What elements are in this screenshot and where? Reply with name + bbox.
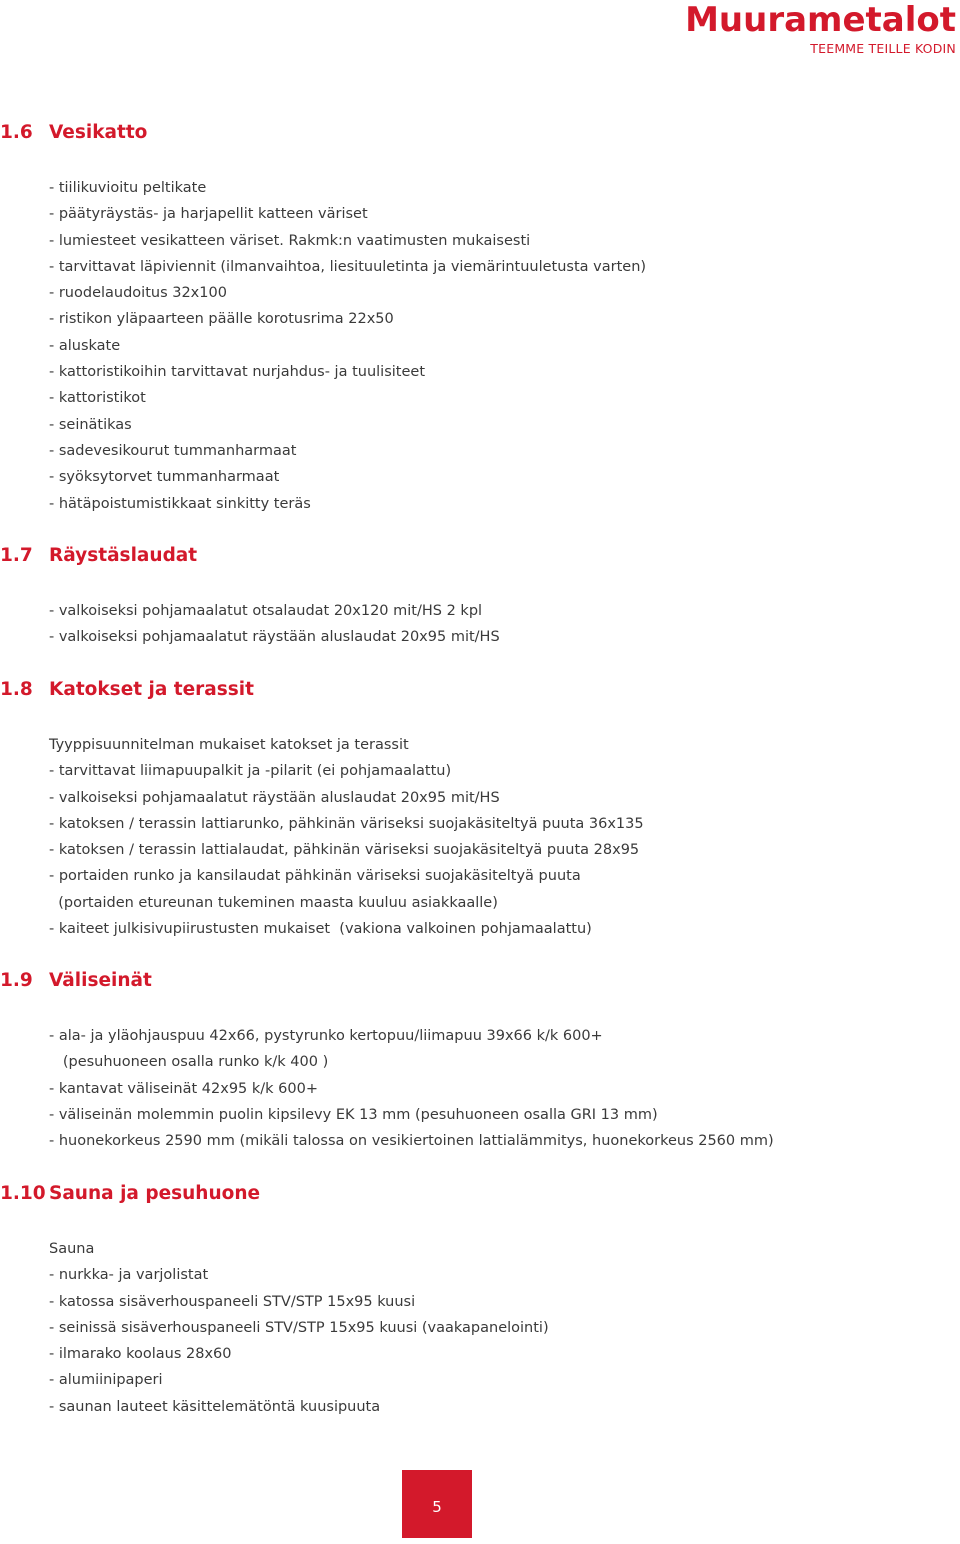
list-item: - päätyräystäs- ja harjapellit katteen väriset <box>49 206 368 223</box>
list-item: - katoksen / terassin lattiarunko, pähkinän väriseksi suojakäsiteltyä puuta 36x135 <box>49 815 644 832</box>
list-item: (pesuhuoneen osalla runko k/k 400 ) <box>49 1054 329 1071</box>
list-item: Tyyppisuunnitelman mukaiset katokset ja terassit <box>49 737 409 753</box>
list-item: - katossa sisäverhouspaneeli STV/STP 15x95 kuusi <box>49 1293 416 1310</box>
section-number: 1.9 <box>0 970 33 991</box>
list-item: - valkoiseksi pohjamaalatut otsalaudat 20x120 mit/HS 2 kpl <box>49 603 483 619</box>
list-item: - katoksen / terassin lattialaudat, pähkinän väriseksi suojakäsiteltyä puuta 28x95 <box>49 842 640 859</box>
brand-tagline: TEEMME TEILLE KODIN <box>810 41 956 56</box>
list-item: - lumiesteet vesikatteen väriset. Rakmk:n vaatimusten mukaisesti <box>49 232 531 249</box>
list-item: - kantavat väliseinät 42x95 k/k 600+ <box>49 1080 318 1097</box>
section-number: 1.7 <box>0 545 33 566</box>
list-item: - huonekorkeus 2590 mm (mikäli talossa on vesikiertoinen lattialämmitys, huonekorkeus 2560 mm) <box>49 1133 774 1150</box>
section-lines <box>49 598 500 651</box>
list-item: - syöksytorvet tummanharmaat <box>49 469 280 486</box>
list-item: - ristikon yläpaarteen päälle korotusrima 22x50 <box>49 311 394 328</box>
section-lines <box>49 175 646 517</box>
section-number: 1.10 <box>0 1183 46 1204</box>
section-title: Räystäslaudat <box>49 545 198 566</box>
list-item: - seinätikas <box>49 416 132 433</box>
list-item: - nurkka- ja varjolistat <box>49 1267 209 1284</box>
list-item: - ilmarako koolaus 28x60 <box>49 1346 232 1363</box>
list-item: - kattoristikot <box>49 390 146 407</box>
list-item: - ruodelaudoitus 32x100 <box>49 285 227 302</box>
section-number: 1.6 <box>0 122 33 143</box>
list-item: - kattoristikoihin tarvittavat nurjahdus- ja tuulisiteet <box>49 364 426 381</box>
list-item: - kaiteet julkisivupiirustusten mukaiset (vakiona valkoinen pohjamaalattu) <box>49 921 592 938</box>
section-title: Väliseinät <box>49 970 152 991</box>
list-item: - sadevesikourut tummanharmaat <box>49 442 297 459</box>
section-number: 1.8 <box>0 679 33 700</box>
list-item: - portaiden runko ja kansilaudat pähkinän väriseksi suojakäsiteltyä puuta <box>49 868 581 885</box>
list-item: - aluskate <box>49 337 121 354</box>
list-item: Sauna <box>49 1241 95 1257</box>
brand-logo <box>685 0 956 57</box>
list-item: - tiilikuvioitu peltikate <box>49 180 207 196</box>
section-lines <box>49 1023 774 1154</box>
list-item: - väliseinän molemmin puolin kipsilevy EK 13 mm (pesuhuoneen osalla GRI 13 mm) <box>49 1106 658 1123</box>
list-item: - seinissä sisäverhouspaneeli STV/STP 15x95 kuusi (vaakapanelointi) <box>49 1319 549 1336</box>
list-item: - alumiinipaperi <box>49 1372 163 1389</box>
list-item: - ala- ja yläohjauspuu 42x66, pystyrunko kertopuu/liimapuu 39x66 k/k 600+ <box>49 1028 603 1044</box>
section-title: Vesikatto <box>49 122 148 143</box>
list-item: - hätäpoistumistikkaat sinkitty teräs <box>49 495 311 512</box>
list-item: - saunan lauteet käsittelemätöntä kuusipuuta <box>49 1398 381 1415</box>
page-number: 5 <box>402 1470 472 1538</box>
list-item: (portaiden etureunan tukeminen maasta kuuluu asiakkaalle) <box>49 894 498 911</box>
section-title: Katokset ja terassit <box>49 679 254 700</box>
brand-name: Muurametalot <box>685 0 956 40</box>
section-lines <box>49 732 644 942</box>
section-title: Sauna ja pesuhuone <box>49 1183 261 1204</box>
list-item: - tarvittavat läpiviennit (ilmanvaihtoa, liesituuletinta ja viemärintuuletusta varten) <box>49 258 647 275</box>
list-item: - tarvittavat liimapuupalkit ja -pilarit (ei pohjamaalattu) <box>49 763 452 780</box>
list-item: - valkoiseksi pohjamaalatut räystään aluslaudat 20x95 mit/HS <box>49 789 500 806</box>
section-lines <box>49 1236 549 1420</box>
list-item: - valkoiseksi pohjamaalatut räystään aluslaudat 20x95 mit/HS <box>49 629 500 646</box>
